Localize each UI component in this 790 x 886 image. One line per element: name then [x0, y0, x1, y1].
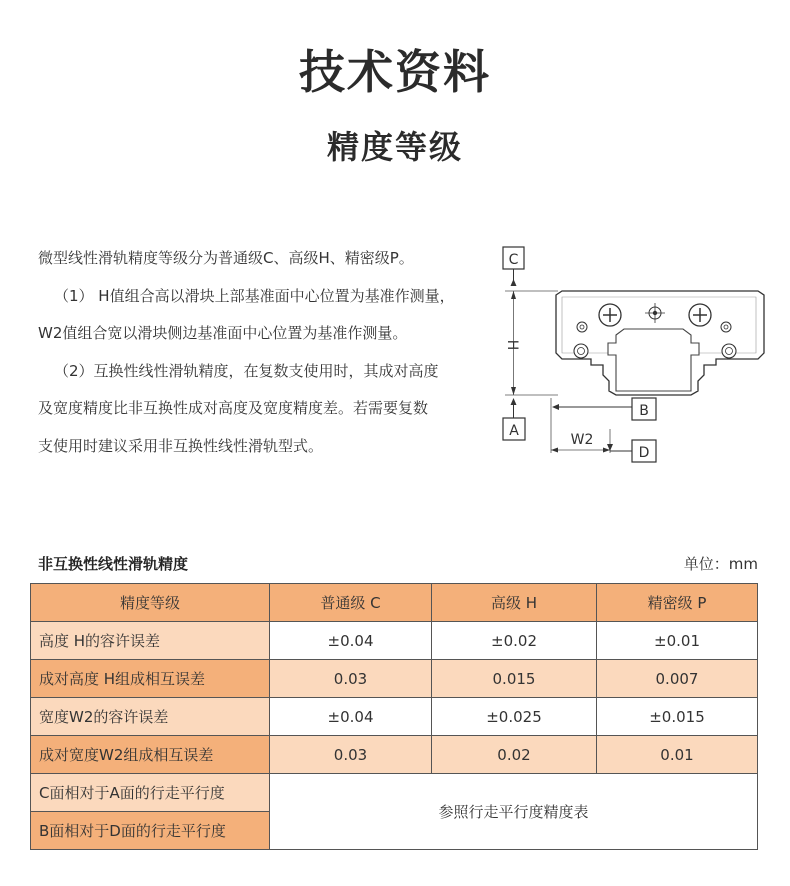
- side-hole-icon: [577, 322, 587, 332]
- datum-b-arrow: [552, 404, 559, 410]
- side-hole-icon: [721, 322, 731, 332]
- row-label: 高度 H的容许误差: [31, 622, 270, 660]
- table-cell: 0.02: [432, 736, 597, 774]
- row-label: 宽度W2的容许误差: [31, 698, 270, 736]
- table-row: [31, 774, 758, 812]
- table-title: 非互换性线性滑轨精度: [38, 555, 189, 573]
- accuracy-table: [30, 583, 758, 850]
- table-cell: 0.03: [270, 660, 432, 698]
- datum-c-arrow: [511, 279, 517, 286]
- row-label: 成对宽度W2组成相互误差: [31, 736, 270, 774]
- table-cell: ±0.02: [432, 622, 597, 660]
- table-cell: ±0.015: [597, 698, 758, 736]
- height-label: H: [504, 339, 520, 351]
- intro-line: W2值组合宽以滑块侧边基准面中心位置为基准作测量。: [38, 324, 408, 342]
- w2-arrow-left: [551, 448, 558, 453]
- column-header: 精度等级: [31, 584, 270, 622]
- table-cell: ±0.04: [270, 622, 432, 660]
- datum-a-label: A: [509, 423, 519, 439]
- datum-d-label: D: [638, 445, 650, 461]
- rail-profile: [608, 329, 699, 391]
- intro-line: （2）互换性线性滑轨精度，在复数支使用时，其成对高度: [54, 361, 439, 380]
- column-header: 精密级 P: [597, 584, 758, 622]
- datum-c-label: C: [508, 252, 519, 268]
- table-row: [31, 622, 758, 660]
- table-cell: ±0.04: [270, 698, 432, 736]
- section-subtitle: 精度等级: [326, 128, 463, 166]
- table-cell: ±0.01: [597, 622, 758, 660]
- height-arrow-bottom: [511, 387, 516, 395]
- intro-line: 及宽度精度比非互换性成对高度及宽度精度差。若需要复数: [38, 399, 429, 417]
- column-header: 高级 H: [432, 584, 597, 622]
- intro-text: [38, 240, 488, 465]
- parallel-reference-cell: 参照行走平行度精度表: [270, 774, 758, 850]
- table-cell: 0.007: [597, 660, 758, 698]
- row-label: B面相对于D面的行走平行度: [31, 812, 270, 850]
- intro-line: 支使用时建议采用非互换性线性滑轨型式。: [38, 436, 324, 455]
- table-header-row: [31, 584, 758, 622]
- table-cell: ±0.025: [432, 698, 597, 736]
- table-row: [31, 698, 758, 736]
- rail-dimension-diagram: [500, 243, 790, 468]
- row-label: C面相对于A面的行走平行度: [31, 774, 270, 812]
- table-row: [31, 736, 758, 774]
- page-title: 技术资料: [299, 45, 491, 99]
- row-label: 成对高度 H组成相互误差: [31, 660, 270, 698]
- table-row: [31, 660, 758, 698]
- intro-line: 微型线性滑轨精度等级分为普通级C、高级H、精密级P。: [38, 249, 414, 267]
- side-hole-icon: [722, 344, 736, 358]
- datum-b-label: B: [639, 403, 649, 419]
- w2-label: W2: [570, 432, 594, 448]
- table-cell: 0.015: [432, 660, 597, 698]
- column-header: 普通级 C: [270, 584, 432, 622]
- table-cell: 0.01: [597, 736, 758, 774]
- intro-line: （1） H值组合高以滑块上部基准面中心位置为基准作测量，: [54, 286, 455, 305]
- table-cell: 0.03: [270, 736, 432, 774]
- height-arrow-top: [511, 291, 516, 299]
- side-hole-icon: [574, 344, 588, 358]
- unit-label: 单位：mm: [683, 555, 758, 573]
